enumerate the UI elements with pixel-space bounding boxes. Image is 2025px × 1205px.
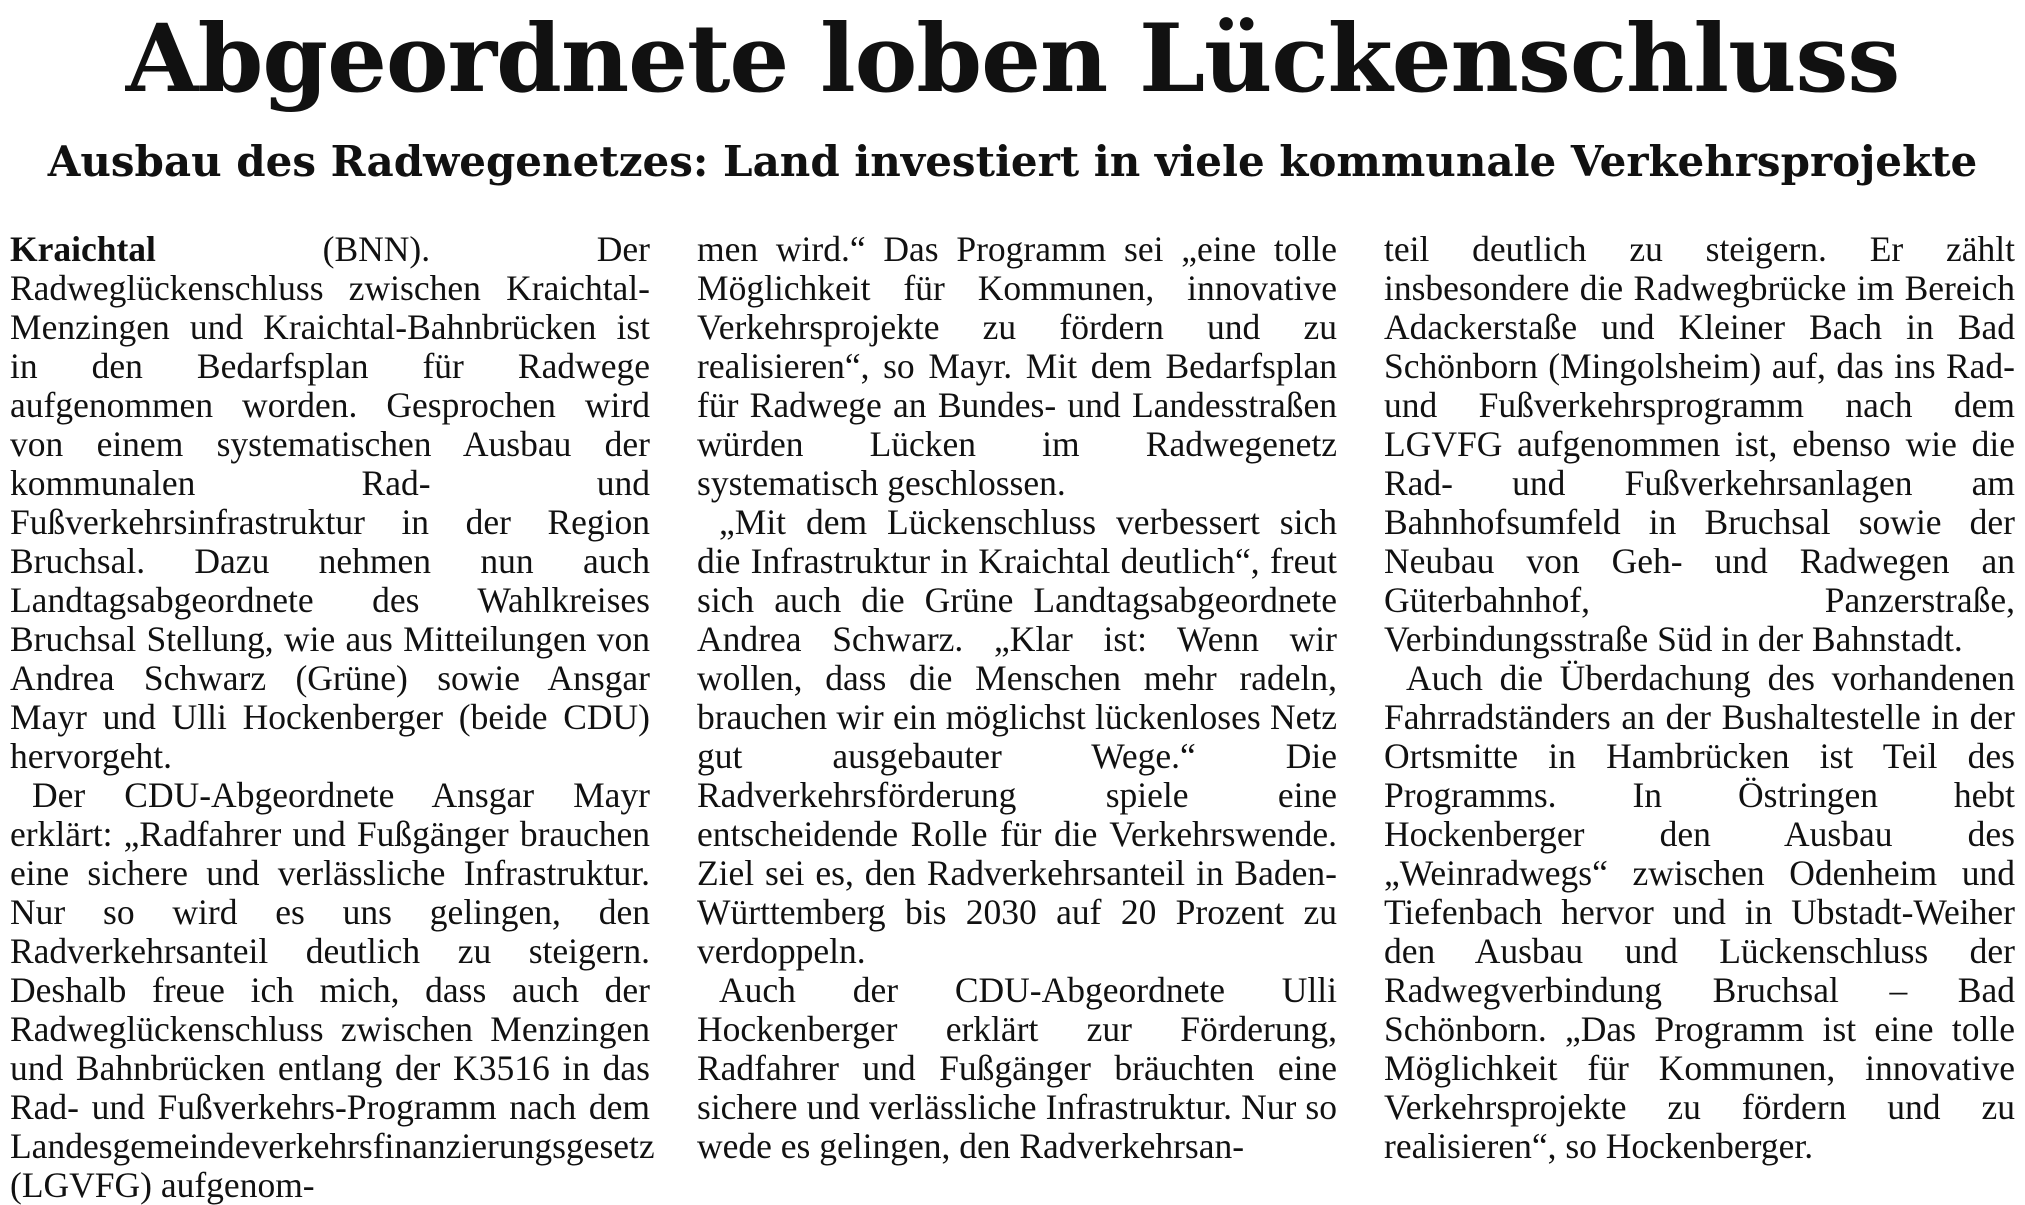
- article-column-1: [10, 229, 655, 1205]
- paragraph-1: [10, 230, 650, 776]
- article-column-3: [1384, 229, 2015, 1166]
- paragraph-2: Der CDU-Abgeordnete Ansgar Mayr erklärt: „Radfahrer und Fußgänger brauchen eine sichere und verlässliche Infrastruktur. Nur so wird es uns gelingen, den Radverkehrsanteil deutlich zu steigern. Deshalb freue ich mich, dass auch der Radweglückenschluss zwischen Menzingen und Bahnbrücken entlang der K3516 in das Rad- und Fußverkehrs-Programm nach dem Landesgemeindeverkehrsfinanzierungsgesetz (LGVFG) aufgenom-: [10, 775, 655, 1205]
- paragraph-7: Auch die Überdachung des vorhandenen Fahrradständers an der Bushaltestelle in der Ortsmitte in Hambrücken ist Teil des Programms. In Östringen hebt Hockenberger den Ausbau des „Weinradwegs“ zwischen Odenheim und Tiefenbach hervor und in Ubstadt-Weiher den Ausbau und Lückenschluss der Radwegverbindung Bruchsal – Bad Schönborn. „Das Programm ist eine tolle Möglichkeit für Kommunen, innovative Verkehrsprojekte zu fördern und zu realisieren“, so Hockenberger.: [1384, 658, 2015, 1166]
- headline: Abgeordnete loben Lückenschluss: [125, 4, 1900, 114]
- subheadline: Ausbau des Radwegenetzes: Land investiert in viele kommunale Verkehrsprojekte: [47, 137, 1978, 186]
- paragraph-4: „Mit dem Lückenschluss verbessert sich die Infrastruktur in Kraichtal deutlich“, freut sich auch die Grüne Landtagsabgeordnete Andrea Schwarz. „Klar ist: Wenn wir wollen, dass die Menschen mehr radeln, brauchen wir ein möglichst lückenloses Netz gut ausgebauter Wege.“ Die Radverkehrsförderung spiele eine entscheidende Rolle für die Verkehrswende. Ziel sei es, den Radverkehrsanteil in Baden-Württemberg bis 2030 auf 20 Prozent zu verdoppeln.: [697, 502, 1337, 971]
- paragraph-3: men wird.“ Das Programm sei „eine tolle Möglichkeit für Kommunen, innovative Verkehrsprojekte zu fördern und zu realisieren“, so Mayr. Mit dem Bedarfsplan für Radwege an Bundes- und Landesstraßen würden Lücken im Radwegenetz systematisch geschlossen.: [697, 229, 1337, 503]
- article-column-2: [697, 229, 1337, 1166]
- dateline: Kraichtal: [10, 229, 156, 269]
- paragraph-5: Auch der CDU-Abgeordnete Ulli Hockenberger erklärt zur Förderung, Radfahrer und Fußgänger bräuchten eine sichere und verlässliche Infrastruktur. Nur so wede es gelingen, den Radverkehrsan-: [697, 970, 1337, 1166]
- paragraph-6: teil deutlich zu steigern. Er zählt insbesondere die Radwegbrücke im Bereich Adackerstaße und Kleiner Bach in Bad Schönborn (Mingolsheim) auf, das ins Rad- und Fußverkehrsprogramm nach dem LGVFG aufgenommen ist, ebenso wie die Rad- und Fußverkehrsanlagen am Bahnhofsumfeld in Bruchsal sowie der Neubau von Geh- und Radwegen an Güterbahnhof, Panzerstraße, Verbindungsstraße Süd in der Bahnstadt.: [1384, 229, 2015, 659]
- paragraph-1-text: (BNN). Der Radweglückenschluss zwischen Kraichtal-Menzingen und Kraichtal-Bahnbrücken ist in den Bedarfsplan für Radwege aufgenommen worden. Gesprochen wird von einem systematischen Ausbau der kommunalen Rad- und Fußverkehrsinfrastruktur in der Region Bruchsal. Dazu nehmen nun auch Landtagsabgeordnete des Wahlkreises Bruchsal Stellung, wie aus Mitteilungen von Andrea Schwarz (Grüne) sowie Ansgar Mayr und Ulli Hockenberger (beide CDU) hervorgeht.: [10, 229, 650, 776]
